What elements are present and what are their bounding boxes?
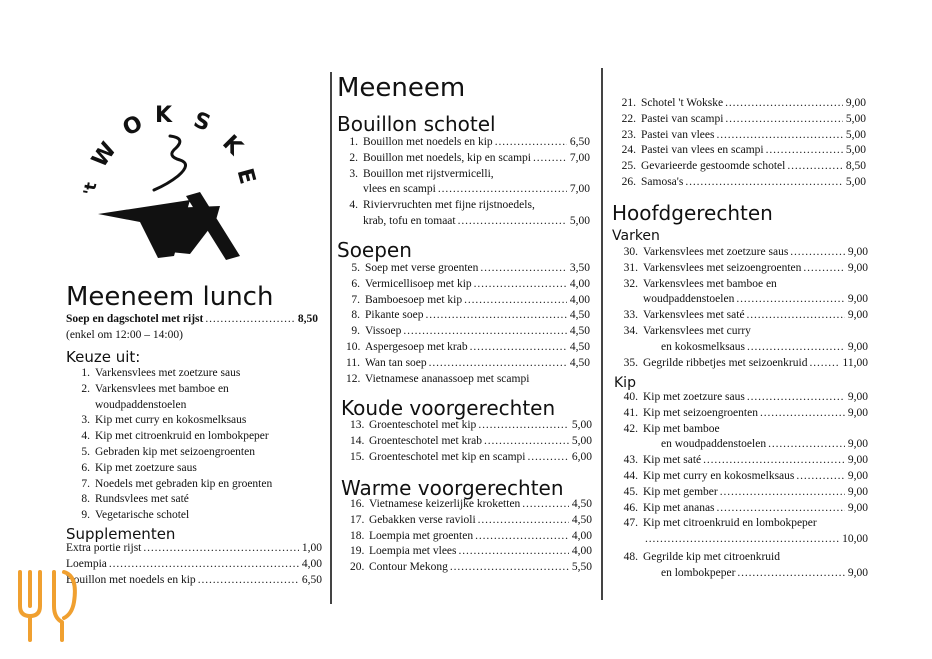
menu-item: 4. Riviervruchten met fijne rijstnoedels, bbox=[349, 199, 535, 212]
menu-item: krab, tofu en tomaat . . . 5,00 bbox=[346, 214, 590, 230]
menu-item: 32. Varkensvlees met bamboe en bbox=[623, 277, 777, 290]
menu-item: 12. Vietnamese ananassoep met scampi bbox=[346, 372, 530, 385]
logo-letter-k: K bbox=[155, 103, 173, 128]
list-item: Loempia . . . 4,00 bbox=[66, 557, 322, 573]
list-item: Bouillon met noedels en kip . . . 6,50 bbox=[66, 573, 322, 589]
keuze-heading: Keuze uit: bbox=[66, 348, 141, 366]
menu-item: 18. Loempia met groenten . . . 4,00 bbox=[350, 529, 592, 545]
top-items-list bbox=[620, 96, 866, 191]
menu-item: 8. Pikante soep . . . 4,50 bbox=[346, 308, 590, 324]
wok-icon bbox=[98, 192, 240, 260]
menu-item: en lombokpeper . . . 9,00 bbox=[622, 566, 868, 582]
menu-item: 16. Vietnamese keizerlijke kroketten . . . 4,50 bbox=[350, 497, 592, 513]
section-heading-varken: Varken bbox=[612, 228, 660, 244]
menu-item: vlees en scampi . . . 7,00 bbox=[346, 182, 590, 198]
logo-letter-e: E bbox=[231, 165, 260, 187]
section-heading-kip: Kip bbox=[614, 375, 636, 391]
section-heading-bouillon: Bouillon schotel bbox=[337, 112, 496, 136]
list-item: Extra portie rijst . . . 1,00 bbox=[66, 541, 322, 557]
list-item: 7. Noedels met gebraden kip en groenten bbox=[81, 477, 273, 490]
section-heading-soepen: Soepen bbox=[337, 238, 412, 262]
list-item: 3. Kip met curry en kokosmelksaus bbox=[81, 414, 247, 427]
menu-item: 45. Kip met gember . . . 9,00 bbox=[622, 485, 868, 501]
menu-item: en kokosmelksaus . . . 9,00 bbox=[622, 340, 868, 356]
menu-item: 22. Pastei van scampi . . . 5,00 bbox=[620, 112, 866, 128]
fork-knife-logo-icon bbox=[14, 566, 86, 646]
menu-item: 21. Schotel 't Wokske . . . 9,00 bbox=[620, 96, 866, 112]
keuze-list bbox=[76, 366, 316, 524]
lunch-soup-price: 8,50 bbox=[297, 313, 318, 325]
logo-letter-t: 't bbox=[79, 180, 101, 197]
lunch-offer bbox=[66, 312, 318, 344]
menu-item: 3. Bouillon met rijstvermicelli, bbox=[349, 167, 494, 180]
menu-item: 7. Bamboesoep met kip . . . 4,00 bbox=[346, 293, 590, 309]
logo-letter-k2: K bbox=[217, 130, 248, 161]
menu-item: 46. Kip met ananas . . . 9,00 bbox=[622, 501, 868, 517]
supplementen-list bbox=[66, 541, 322, 588]
column-divider-right bbox=[601, 68, 603, 600]
menu-item: 19. Loempia met vlees . . . 4,00 bbox=[350, 544, 592, 560]
wokske-logo bbox=[70, 96, 280, 271]
list-item: 8. Rundsvlees met saté bbox=[81, 493, 189, 506]
lunch-soup-name: Soep en dagschotel met rijst bbox=[66, 313, 204, 325]
lunch-title: Meeneem lunch bbox=[66, 282, 274, 312]
menu-item: en woudpaddenstoelen . . . 9,00 bbox=[622, 437, 868, 453]
menu-item: 41. Kip met seizoengroenten . . . 9,00 bbox=[622, 406, 868, 422]
menu-item: 43. Kip met saté . . . 9,00 bbox=[622, 453, 868, 469]
logo-letter-s: S bbox=[190, 107, 214, 137]
menu-item: 5. Soep met verse groenten . . . 3,50 bbox=[346, 261, 590, 277]
meeneem-title: Meeneem bbox=[337, 73, 466, 103]
menu-item: 35. Gegrilde ribbetjes met seizoenkruid . . . 11,00 bbox=[622, 356, 868, 372]
list-item: woudpaddenstoelen bbox=[95, 398, 187, 411]
column-divider-left bbox=[330, 72, 332, 604]
list-item: 4. Kip met citroenkruid en lombokpeper bbox=[81, 430, 269, 443]
menu-item: 10. Aspergesoep met krab . . . 4,50 bbox=[346, 340, 590, 356]
menu-item: 33. Varkensvlees met saté . . . 9,00 bbox=[622, 308, 868, 324]
menu-item: woudpaddenstoelen . . . 9,00 bbox=[622, 292, 868, 308]
menu-item: . . . 10,00 bbox=[622, 532, 868, 548]
menu-item: 15. Groenteschotel met kip en scampi . . . 6,00 bbox=[350, 450, 592, 466]
list-item: 9. Vegetarische schotel bbox=[81, 509, 190, 522]
menu-item: 44. Kip met curry en kokosmelksaus . . . 9,00 bbox=[622, 469, 868, 485]
supplementen-heading: Supplementen bbox=[66, 525, 176, 543]
menu-item: 42. Kip met bamboe bbox=[623, 422, 720, 435]
menu-item: 14. Groenteschotel met krab . . . 5,00 bbox=[350, 434, 592, 450]
section-heading-koude: Koude voorgerechten bbox=[341, 396, 556, 420]
menu-item: 23. Pastei van vlees . . . 5,00 bbox=[620, 128, 866, 144]
varken-list bbox=[622, 245, 868, 371]
menu-item: 34. Varkensvlees met curry bbox=[623, 324, 751, 337]
list-item: 6. Kip met zoetzure saus bbox=[81, 461, 197, 474]
menu-item: 9. Vissoep . . . 4,50 bbox=[346, 324, 590, 340]
menu-item: 20. Contour Mekong . . . 5,50 bbox=[350, 560, 592, 576]
list-item: 2. Varkensvlees met bamboe en bbox=[81, 382, 229, 395]
menu-item: 40. Kip met zoetzure saus . . . 9,00 bbox=[622, 390, 868, 406]
menu-item: 24. Pastei van vlees en scampi . . . 5,00 bbox=[620, 143, 866, 159]
list-item: 1. Varkensvlees met zoetzure saus bbox=[81, 367, 241, 379]
menu-item: 47. Kip met citroenkruid en lombokpeper bbox=[623, 517, 817, 530]
list-item: 5. Gebraden kip met seizoengroenten bbox=[81, 445, 255, 458]
menu-item: 1. Bouillon met noedels en kip . . . 6,50 bbox=[346, 135, 590, 151]
lunch-soup-line bbox=[66, 312, 318, 328]
menu-item: 26. Samosa's . . . 5,00 bbox=[620, 175, 866, 191]
lunch-hours: (enkel om 12:00 – 14:00) bbox=[66, 328, 183, 341]
menu-item: 2. Bouillon met noedels, kip en scampi . . . 7,00 bbox=[346, 151, 590, 167]
section-heading-warme: Warme voorgerechten bbox=[341, 476, 564, 500]
koude-list bbox=[350, 418, 592, 465]
warme-list bbox=[350, 497, 592, 576]
logo-letter-o: O bbox=[119, 110, 147, 142]
soepen-list bbox=[346, 261, 590, 387]
bouillon-list bbox=[346, 135, 590, 230]
logo-letter-w: W bbox=[87, 137, 122, 173]
kip-list bbox=[622, 390, 868, 582]
menu-item: 25. Gevarieerde gestoomde schotel . . . 8,50 bbox=[620, 159, 866, 175]
menu-item: 6. Vermicellisoep met kip . . . 4,00 bbox=[346, 277, 590, 293]
menu-item: 11. Wan tan soep . . . 4,50 bbox=[346, 356, 590, 372]
menu-item: 17. Gebakken verse ravioli . . . 4,50 bbox=[350, 513, 592, 529]
logo-steam-icon bbox=[154, 136, 186, 190]
menu-item: 48. Gegrilde kip met citroenkruid bbox=[623, 550, 781, 563]
menu-item: 30. Varkensvlees met zoetzure saus . . . 9,00 bbox=[622, 245, 868, 261]
menu-item: 13. Groenteschotel met kip . . . 5,00 bbox=[350, 418, 592, 434]
menu-item: 31. Varkensvlees met seizoengroenten . . . 9,00 bbox=[622, 261, 868, 277]
section-heading-hoofdgerechten: Hoofdgerechten bbox=[612, 201, 773, 225]
